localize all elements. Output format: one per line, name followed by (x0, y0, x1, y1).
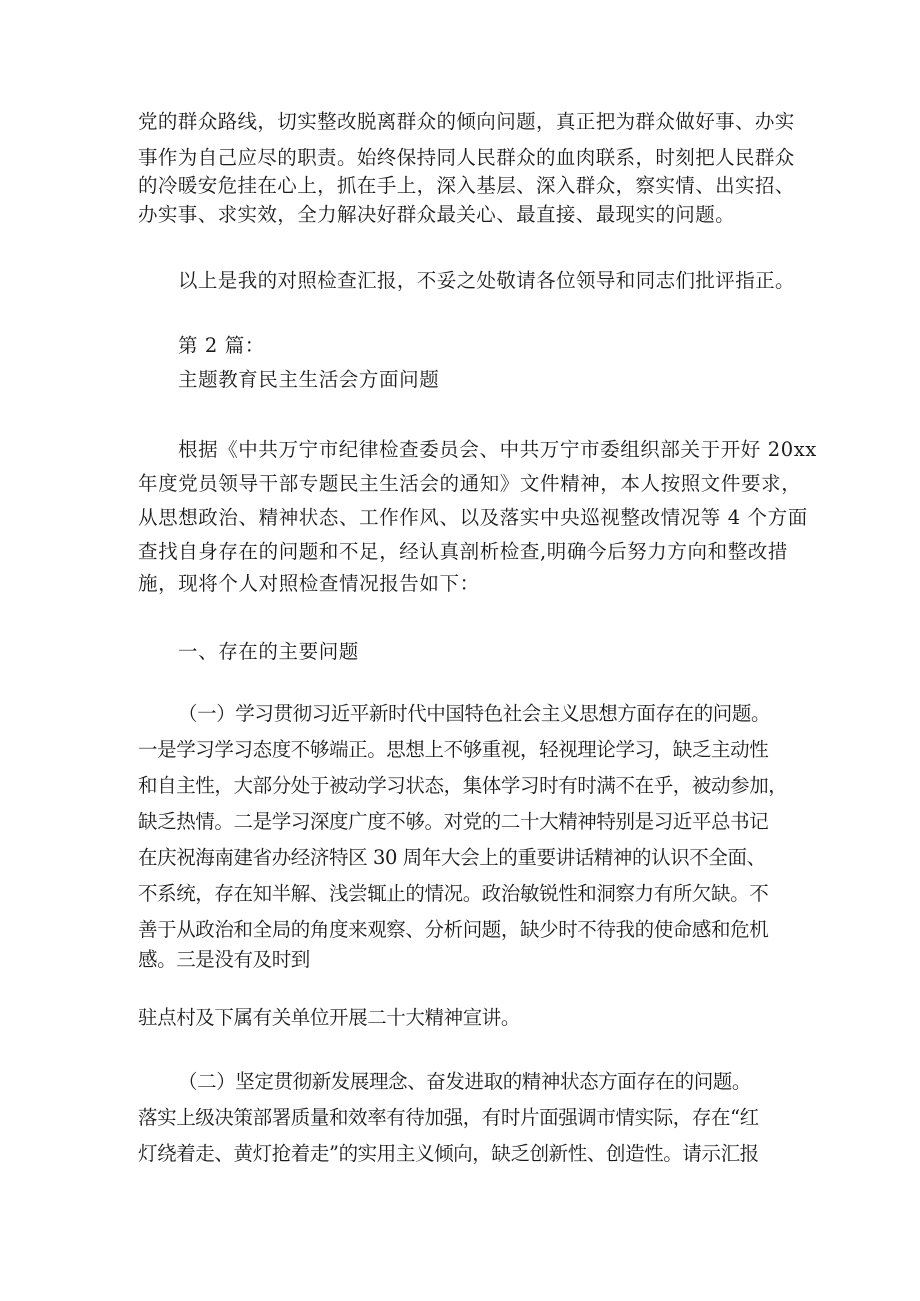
basis-line-2: 年度党员领导干部专题民主生活会的通知》文件精神，本人按照文件要求， (138, 472, 802, 495)
intro-line-4: 办实事、求实效，全力解决好群众最关心、最直接、最现实的问题。 (138, 203, 736, 226)
item1-line-8: 感。三是没有及时到 (138, 948, 310, 971)
intro-line-2: 事作为自己应尽的职责。始终保持同人民群众的血肉联系，时刻把人民群众 (138, 146, 795, 169)
item1-line-1: （一）学习贯彻习近平新时代中国特色社会主义思想方面存在的问题。 (178, 702, 771, 725)
item1-continuation: 驻点村及下属有关单位开展二十大精神宣讲。 (138, 1006, 521, 1029)
closing-line: 以上是我的对照检查汇报，不妥之处敬请各位领导和同志们批评指正。 (178, 269, 795, 292)
item1-line-6: 不系统，存在知半解、浅尝辄止的情况。政治敏锐性和洞察力有所欠缺。不 (138, 882, 769, 905)
basis-line-4: 查找自身存在的问题和不足，经认真剖析检查,明确今后努力方向和整改措 (138, 540, 788, 563)
item2-line-2: 落实上级决策部署质量和效率有待加强，有时片面强调市情实际，存在“红 (138, 1106, 759, 1129)
section-number: 第 2 篇： (178, 334, 265, 357)
item1-line-3: 和自主性，大部分处于被动学习状态，集体学习时有时满不在乎，被动参加， (138, 774, 788, 797)
section-title: 主题教育民主生活会方面问题 (178, 368, 440, 391)
intro-line-1: 党的群众路线，切实整改脱离群众的倾向问题，真正把为群众做好事、办实 (138, 110, 795, 133)
basis-line-5: 施，现将个人对照检查情况报告如下： (138, 572, 480, 595)
item2-line-3: 灯绕着走、黄灯抢着走”的实用主义倾向，缺乏创新性、创造性。请示汇报 (138, 1142, 759, 1165)
heading-main-issues: 一、存在的主要问题 (178, 640, 359, 663)
item1-line-5: 在庆祝海南建省办经济特区 30 周年大会上的重要讲话精神的认识不全面、 (138, 846, 766, 869)
intro-line-3: 的冷暖安危挂在心上，抓在手上，深入基层、深入群众，察实情、出实招、 (138, 174, 795, 197)
item1-line-2: 一是学习学习态度不够端正。思想上不够重视，轻视理论学习，缺乏主动性 (138, 738, 769, 761)
item1-line-4: 缺乏热情。二是学习深度广度不够。对党的二十大精神特别是习近平总书记 (138, 810, 769, 833)
basis-line-1: 根据《中共万宁市纪律检查委员会、中共万宁市委组织部关于开好 20xx (178, 438, 817, 461)
item2-line-1: （二）坚定贯彻新发展理念、奋发进取的精神状态方面存在的问题。 (178, 1070, 752, 1093)
item1-line-7: 善于从政治和全局的角度来观察、分析问题，缺少时不待我的使命感和危机 (138, 918, 769, 941)
basis-line-3: 从思想政治、精神状态、工作作风、以及落实中央巡视整改情况等 4 个方面 (138, 506, 808, 529)
